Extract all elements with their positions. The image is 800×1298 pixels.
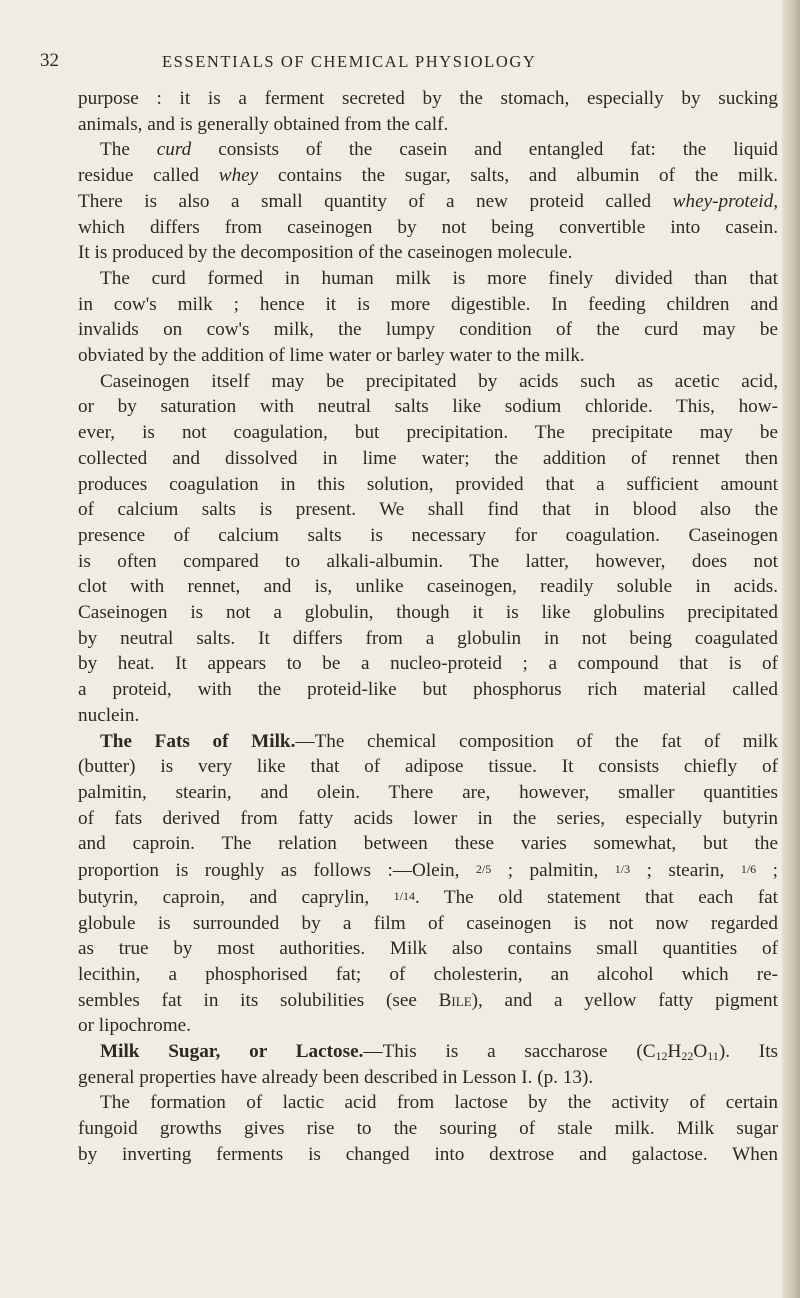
text-line: a proteid, with the proteid-like but phosphorus rich material called <box>78 679 778 701</box>
text-line: by heat. It appears to be a nucleo-proteid ; a compound that is of <box>78 653 778 675</box>
text-run: ). Its <box>718 1041 778 1063</box>
text-line <box>78 163 778 189</box>
text-line: invalids on cow's milk, the lumpy condition of the curd may be <box>78 319 778 341</box>
text-run: butyrin, caproin, and caprylin, <box>78 886 394 908</box>
section-heading-fats: The Fats of Milk. <box>100 730 296 752</box>
cross-reference-bile: Bile <box>438 989 472 1011</box>
text-line: of fats derived from fatty acids lower in the series, especially butyrin <box>78 807 778 829</box>
text-line: in cow's milk ; hence it is more digestible. In feeding children and <box>78 293 778 315</box>
fraction: 2/5 <box>475 862 492 877</box>
text-line: purpose : it is a ferment secreted by the stomach, especially by sucking <box>78 88 778 109</box>
text-line: ever, is not coagulation, but precipitation. The precipitate may be <box>78 422 778 444</box>
text-line <box>78 189 778 215</box>
text-run: consists of the casein and entangled fat: the liquid <box>191 139 778 161</box>
text-line: It is produced by the decomposition of the caseinogen molecule. <box>78 242 573 264</box>
text-line <box>78 729 778 755</box>
text-run: ), and a yellow fatty pigment <box>471 989 778 1011</box>
text-line: animals, and is generally obtained from the calf. <box>78 113 449 135</box>
text-line: as true by most authorities. Milk also contains small quantities of <box>78 938 778 960</box>
text-line: obviated by the addition of lime water or barley water to the milk. <box>78 345 585 367</box>
text-line <box>78 857 778 884</box>
text-line: or lipochrome. <box>78 1015 191 1037</box>
term-curd: curd <box>156 139 192 161</box>
text-line: fungoid growths gives rise to the souring of stale milk. Milk sugar <box>78 1118 778 1140</box>
text-line <box>78 988 778 1014</box>
page-number: 32 <box>40 50 59 71</box>
text-line: Caseinogen is not a globulin, though it is like globulins precipitated <box>78 602 778 624</box>
page-header <box>40 50 780 76</box>
text-line: nuclein. <box>78 704 140 726</box>
text-run: —The chemical composition of the fat of milk <box>295 730 778 752</box>
text-line: The curd formed in human milk is more finely divided than that <box>100 267 778 289</box>
text-line: lecithin, a phosphorised fat; of cholesterin, an alcohol which re- <box>78 963 778 985</box>
text-line: of calcium salts is present. We shall find that in blood also the <box>78 499 778 521</box>
term-whey-proteid: whey-proteid, <box>672 190 778 212</box>
text-run: contains the sugar, salts, and albumin of the milk. <box>258 165 779 187</box>
subscript: 22 <box>681 1049 694 1064</box>
text-line: by inverting ferments is changed into dextrose and galactose. When <box>78 1143 778 1165</box>
running-head: ESSENTIALS OF CHEMICAL PHYSIOLOGY <box>162 52 537 71</box>
subscript: 12 <box>655 1049 668 1064</box>
text-line: by neutral salts. It differs from a globulin in not being coagulated <box>78 627 778 649</box>
text-run: There is also a small quantity of a new proteid called <box>78 190 673 212</box>
page-edge <box>782 0 800 1298</box>
text-line <box>78 884 778 911</box>
fraction: 1/14 <box>393 888 415 903</box>
text-line <box>78 137 778 163</box>
fraction: 1/6 <box>740 862 757 877</box>
text-run: H <box>667 1041 682 1063</box>
text-run: ; stearin, <box>630 860 741 882</box>
text-line: presence of calcium salts is necessary for coagulation. Caseinogen <box>78 524 778 546</box>
body-text <box>78 86 778 1168</box>
text-run: The <box>100 139 157 161</box>
text-run: —This is a saccharose (C <box>363 1041 656 1063</box>
text-run: sembles fat in its solubilities (see <box>78 989 439 1011</box>
text-line <box>78 1039 778 1065</box>
text-line: globule is surrounded by a film of caseinogen is not now regarded <box>78 912 778 934</box>
subscript: 11 <box>707 1049 719 1064</box>
text-line: which differs from caseinogen by not being convertible into casein. <box>78 216 778 238</box>
text-line: and caproin. The relation between these varies somewhat, but the <box>78 833 778 855</box>
text-line: The formation of lactic acid from lactose by the activity of certain <box>100 1092 778 1114</box>
text-line: clot with rennet, and is, unlike caseinogen, readily soluble in acids. <box>78 576 778 598</box>
fraction: 1/3 <box>614 862 631 877</box>
text-line: collected and dissolved in lime water; the addition of rennet then <box>78 447 778 469</box>
text-run: . The old statement that each fat <box>414 886 778 908</box>
text-run: proportion is roughly as follows :—Olein, <box>78 860 476 882</box>
text-line: general properties have already been described in Lesson I. (p. 13). <box>78 1066 594 1088</box>
text-run: residue called <box>78 165 219 187</box>
text-line: Caseinogen itself may be precipitated by acids such as acetic acid, <box>100 370 778 392</box>
text-line: palmitin, stearin, and olein. There are, however, smaller quantities <box>78 781 778 803</box>
text-run: ; <box>756 860 778 882</box>
text-run: O <box>693 1041 708 1063</box>
text-line: (butter) is very like that of adipose tissue. It consists chiefly of <box>78 756 778 778</box>
text-line: produces coagulation in this solution, provided that a sufficient amount <box>78 473 778 495</box>
text-line: is often compared to alkali-albumin. The latter, however, does not <box>78 550 778 572</box>
text-line: or by saturation with neutral salts like sodium chloride. This, how- <box>78 396 778 418</box>
text-run: ; palmitin, <box>491 860 615 882</box>
term-whey: whey <box>218 165 259 187</box>
section-heading-milk-sugar: Milk Sugar, or Lactose. <box>100 1041 364 1063</box>
